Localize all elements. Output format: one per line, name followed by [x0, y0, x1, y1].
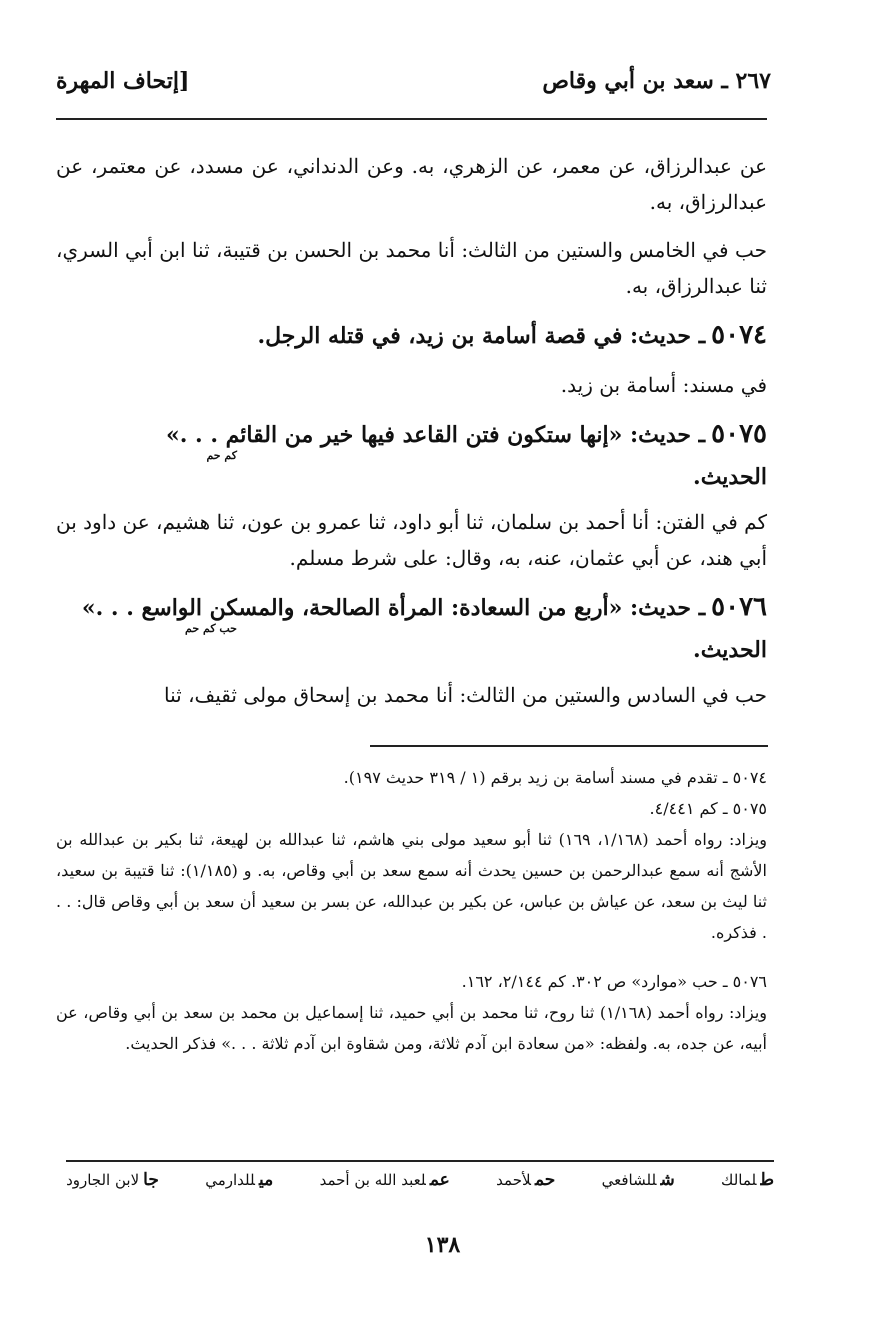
paragraph: كم في الفتن: أنا أحمد بن سلمان، ثنا أبو داود، ثنا عمرو بن عون، ثنا هشيم، عن داود بن أبي هند، عن أبي عثمان، عنه، به، وقال: على شرط مسلم. — [55, 510, 767, 570]
hadith-5076-heading — [56, 588, 767, 665]
paragraph: عن عبدالرزاق، عن معمر، عن الزهري، به. وعن الدنداني، عن مسدد، عن معتمر، عن عبدالرزاق، به. — [56, 154, 767, 214]
abbreviations-key — [66, 1170, 774, 1190]
page-number: ١٣٨ — [424, 1232, 461, 1258]
abbreviation-item — [602, 1170, 675, 1190]
hadith-5075-heading — [56, 415, 767, 492]
abbreviation-label: لمالك — [721, 1171, 757, 1189]
spacer — [56, 948, 767, 966]
footnotes — [56, 762, 767, 1059]
abbreviation-label: لأحمد — [496, 1171, 531, 1189]
abbreviation-label: للشافعي — [601, 1171, 657, 1189]
footnote: ٥٠٧٤ ـ تقدم في مسند أسامة بن زيد برقم (١ / ٣١٩ حديث ١٩٧). — [343, 768, 767, 787]
abbreviation-item — [205, 1170, 273, 1190]
header-book-title: [إتحاف المهرة — [56, 68, 190, 94]
abbreviation-code: حم — [534, 1170, 556, 1190]
footnote: ويزاد: رواه أحمد (١/١٦٨) ثنا روح، ثنا محمد بن أبي حميد، ثنا إسماعيل بن محمد بن سعد بن أبي وقاص، عن أبيه، عن جده، به. ولفظه: «من سعادة ابن آدم ثلاثة، ومن شقاوة ابن آدم ثلاثة . . .» فذكر الحديث. — [56, 1003, 768, 1053]
footnote-divider — [370, 745, 768, 747]
hadith-5074-heading — [56, 316, 767, 355]
hadith-number: ٥٠٧٦ — [711, 592, 767, 622]
abbreviation-item — [496, 1170, 555, 1190]
hadith-title: ـ حديث: «إنها ستكون فتن القاعد فيها خير من القائم . . .» — [165, 422, 706, 448]
abbreviation-item — [66, 1170, 159, 1190]
header-divider — [56, 118, 767, 120]
abbreviation-code: مي — [258, 1170, 274, 1190]
paragraph: في مسند: أسامة بن زيد. — [560, 373, 767, 397]
main-text — [56, 148, 767, 725]
footnote: ٥٠٧٥ ـ كم ٤/٤٤١. — [649, 799, 767, 818]
hadith-title-continued: الحديث. — [693, 637, 767, 663]
abbreviation-label: لابن الجارود — [66, 1171, 140, 1189]
hadith-title: ـ حديث: «أربع من السعادة: المرأة الصالحة، والمسكن الواسع . . .» — [81, 595, 706, 621]
hadith-title: ـ حديث: في قصة أسامة بن زيد، في قتله الرجل. — [257, 323, 706, 349]
paragraph: حب في الخامس والستين من الثالث: أنا محمد بن الحسن بن قتيبة، ثنا ابن أبي السري، ثنا عبدالرزاق، به. — [56, 238, 767, 298]
abbreviation-item — [320, 1170, 450, 1190]
source-symbols: حب كم حم — [185, 622, 237, 635]
abbreviation-code: ش — [660, 1170, 675, 1190]
paragraph: حب في السادس والستين من الثالث: أنا محمد بن إسحاق مولى ثقيف، ثنا — [164, 683, 767, 707]
hadith-number: ٥٠٧٥ — [711, 419, 767, 449]
abbreviation-code: جا — [143, 1170, 159, 1190]
abbreviation-label: للدارمي — [205, 1171, 255, 1189]
footnote: ٥٠٧٦ ـ حب «موارد» ص ٣٠٢. كم ٢/١٤٤، ١٦٢. — [461, 972, 767, 991]
abbreviation-code: عم — [429, 1170, 450, 1190]
footnote: ويزاد: رواه أحمد (١/١٦٨، ١٦٩) ثنا أبو سعيد مولى بني هاشم، ثنا عبدالله بن لهيعة، ثنا بكير بن عبدالله بن الأشج أنه سمع عبدالرحمن بن حسين يحدث أنه سمع سعد بن أبي وقاص، به. و (١/١٨٥): ثنا قتيبة بن سعيد، ثنا ليث بن سعد، عن عياش بن عباس، عن بكير بن عبدالله، عن بسر بن سعيد أن سعد بن أبي وقاص قال: . . . فذكره. — [56, 830, 768, 942]
abbreviation-label: لعبد الله بن أحمد — [319, 1171, 426, 1189]
hadith-title-continued: الحديث. — [693, 464, 767, 490]
hadith-number: ٥٠٧٤ — [711, 320, 767, 350]
source-symbols: كم حم — [206, 449, 237, 462]
running-header — [56, 58, 771, 108]
abbreviations-divider — [66, 1160, 774, 1162]
abbreviation-item — [721, 1170, 774, 1190]
abbreviation-code: ط — [760, 1170, 774, 1190]
header-chapter-title: ٢٦٧ ـ سعد بن أبي وقاص — [542, 68, 771, 94]
